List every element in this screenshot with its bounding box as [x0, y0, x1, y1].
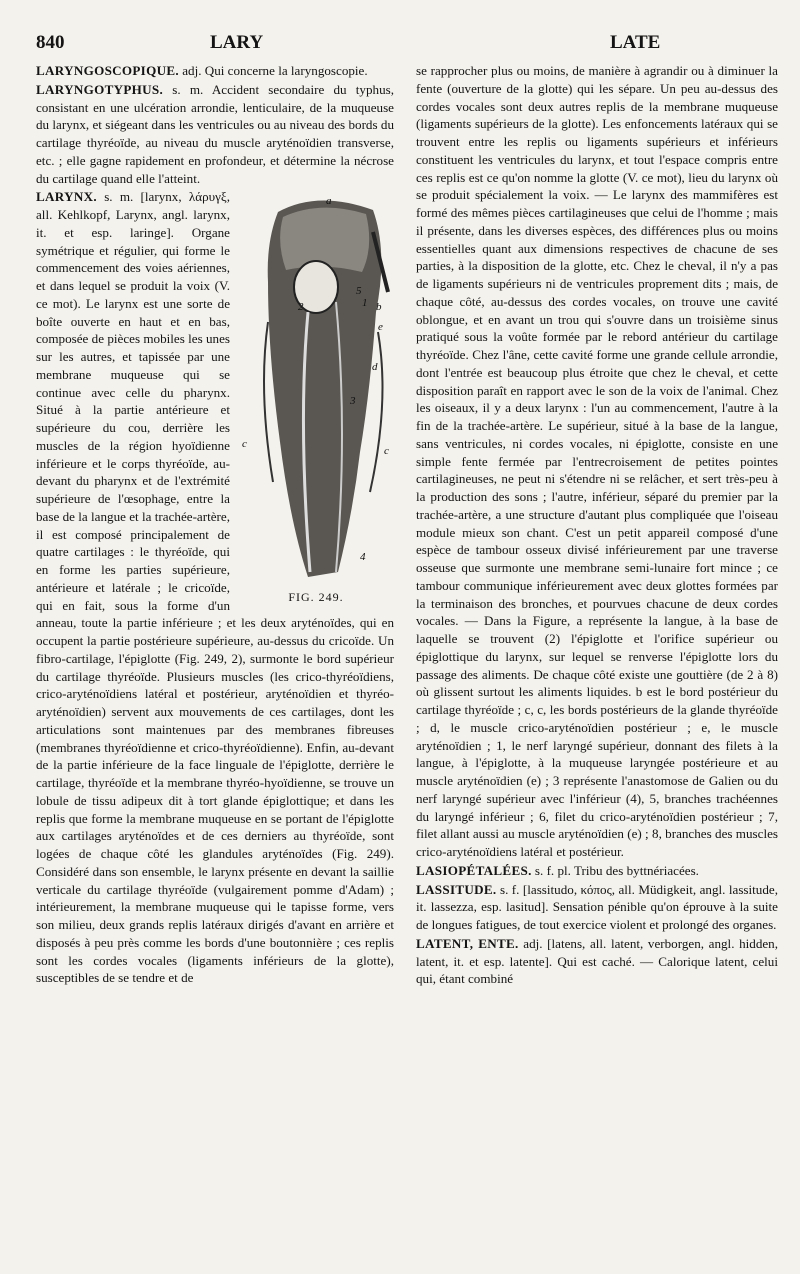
entry-body: s. f. pl. Tribu des byttnériacées.: [531, 862, 699, 878]
entry-headword: LARYNGOSCOPIQUE.: [36, 63, 179, 78]
figure-label-1: 1: [362, 297, 368, 310]
figure-label-3: 3: [350, 395, 356, 408]
entry-headword: LASSITUDE.: [416, 881, 497, 897]
entry-body: adj. [latens, all. latent, verborgen, angl. hidden, latent, it. et esp. latente]. Qui est caché. — Calorique latent, celui qui, étant combiné: [416, 935, 779, 987]
entry-headword: LASIOPÉTALÉES.: [416, 862, 532, 878]
entry-larynx-continued: [416, 62, 778, 861]
entry-lasiopetalees: [416, 862, 778, 880]
entry-body: s. f. [lassitudo, κόπος, all. Müdigkeit, angl. lassitude, it. lassezza, esp. lasitud]. Sensation pénible qu'on éprouve à la suite de longues fatigues, de tout exercice violent et prolongé des organes.: [416, 881, 778, 932]
header-right-word: LATE: [610, 32, 661, 53]
running-header: [36, 32, 776, 58]
figure-label-4: 4: [360, 551, 366, 564]
entry-body: adj. Qui concerne la laryngoscopie.: [178, 63, 368, 78]
entry-body: s. m. Accident secondaire du typhus, consistant en une ulcération arrondie, lenticulaire, de la muqueuse du larynx, et siégeant dans les ventricules ou au niveau des bords du cartilage thyréoïde, au niveau du muscle aryténoïdien transverse, etc. ; elle gagne rapidement en profondeur, et détermine la nécrose du cartilage quand elle l'atteint.: [36, 81, 394, 186]
entry-headword: LARYNGOTYPHUS.: [36, 81, 164, 97]
entry-lassitude: [416, 881, 778, 934]
page-number: 840: [36, 32, 65, 53]
entry-laryngoscopique: [36, 62, 394, 80]
entry-headword: LATENT, ENTE.: [416, 935, 519, 951]
figure-label-2: 2: [298, 301, 304, 314]
left-column: [36, 62, 394, 988]
figure-label-5: 5: [356, 285, 362, 298]
entry-headword: LARYNX.: [36, 189, 97, 205]
figure-label-d: d: [372, 361, 378, 374]
figure-label-b: b: [376, 301, 382, 314]
right-column: [416, 62, 778, 989]
figure-label-a: a: [326, 195, 332, 208]
figure-label-c-left: c: [242, 438, 247, 451]
header-left-word: LARY: [210, 32, 264, 53]
figure-249: [238, 192, 394, 607]
entry-body: se rapprocher plus ou moins, de manière à agrandir ou à diminuer la fente (ouverture de la glotte) qui les sépare. Un peu au-dessus des cordes vocales sont deux autres replis de la membrane muqueuse (ligaments supérieurs de la glotte). Les enfoncements latéraux qui se trouvent entre les replis ou ligaments supérieurs et inférieurs constituent les ventricules du larynx, et tout l'espace compris entre ces replis est ce qu'on nomme la glotte (V. ce mot), lieu du larynx où se produit spécialement la voix. — Le larynx des mammifères est formé des mêmes pièces cartilagineuses que celui de l'homme ; mais il présente, dans les diverses espèces, des différences plus ou moins essentielles quant aux dimensions respectives de chacune de ses parties, à la disposition de la glotte, etc. Chez le cheval, il n'y a pas de ligaments supérieurs ni de ventricules proprement dits ; mais, de chaque côté, au-dessus des cordes vocales, on trouve une cavité oblongue, et en avant un trou qui s'ouvre dans un troisième sinus pratiqué sous la voûte formée par le rebord antérieur du cartilage thyréoïde. Chez l'âne, cette cavité forme une grande cellule arrondie, dont l'entrée est beaucoup plus étroite que chez le cheval, et cette disposition paraît en rapport avec le son de la voix de l'animal. Chez les oiseaux, il y a deux larynx : l'un au commencement, l'autre à la fin de la trachée-artère. Le supérieur, situé à la base de la langue, sans ventricules, ni cordes vocales, ni épiglotte, consiste en une simple fente fermée par l'entrecroisement de petites pointes cartilagineuses, ne peut ni s'étendre ni se relâcher, et sert très-peu à la production des sons ; l'autre, inférieur, séparé du premier par la trachée-artère, a une structure d'autant plus compliquée que l'oiseau module mieux son chant. C'est un petit appareil composé d'une espèce de tambour osseux divisé inférieurement par une traverse osseuse que surmonte une membrane semi-lunaire fort mince ; ce tambour communique inférieurement avec deux glottes formées par la terminaison des bronches, et pourvues chacune de deux cordes vocales. — Dans la Figure, a représente la langue, à la base de laquelle se trouvent (2) l'épiglotte et l'orifice supérieur ou épiglottique du larynx, sur lequel se renverse l'épiglotte lors du passage des aliments. De chaque côté existe une gouttière (de 2 à 8) où glissent surtout les aliments liquides. b est le bord postérieur du cartilage thyréoïde ; c, c, les bords postérieurs de la glande thyréoïde ; d, le muscle crico-aryténoïdien postérieur ; e, le muscle aryténoïdien ; 1, le nerf laryngé supérieur, donnant des filets à la langue, à l'épiglotte, à la muqueuse laryngée postérieure et au muscle aryténoïdien (e) ; 3 représente l'anastomose de Galien ou du nerf laryngé supérieur avec l'inférieur (4), 5, branches trachéennes du laryngé inférieur ; 6, filet du crico-aryténoïdien postérieur ; 7, filet allant aussi au muscle aryténoïdien (e) ; 8, branches des muscles crico-aryténoïdiens latéral et postérieur.: [416, 63, 778, 859]
figure-caption: FIG. 249.: [288, 590, 344, 605]
entry-laryngotyphus: [36, 81, 394, 188]
entry-body: s. m. [larynx, λάρυγξ, all. Kehlkopf, Larynx, angl. larynx, it. et esp. laringe]. Organe symétrique et régulier, qui forme le commencement des voies aériennes, et dans lequel se produit la voix (V. ce mot). Le larynx est une sorte de boîte ouverte en haut et en bas, composée de pièces mobiles les unes sur les autres, et tapissée par une membrane muqueuse qui se continue avec celle du pharynx. Situé à la partie antérieure et supérieure du cou, derrière les muscles de la région hyoïdienne inférieure et le corps thyréoïde, au-devant du pharynx et de l'extrémité supérieure de l'œsophage, entre la base de la langue et la trachée-artère, il est composé principalement de quatre cartilages : le thyréoïde, qui en forme les parties supérieure, antérieure et latérale ; le cricoïde, qui en fait, sous la forme d'un anneau, toute la partie inférieure ; et les deux aryténoïdes, qui en occupent la partie postérieure supérieure, au-dessus du cricoïde. Un fibro-cartilage, l'épiglotte (Fig. 249, 2), surmonte le bord supérieur du cartilage thyréoïde. Plusieurs muscles (les crico-thyréoïdiens, crico-aryténoïdiens latéral et postérieur, aryténoïdien et thyréo-aryténoïdien) servent aux mouvements de ces cartilages, dont les articulations sont maintenues par des membranes fibreuses (membranes thyréoïdienne et crico-thyréoïdienne). Enfin, au-devant de la partie inférieure de la face linguale de l'épiglotte, derrière le cartilage, thyréoïde et la membrane thyréo-hyoïdienne, se trouve un lobule de tissu adipeux dit à tort glande épiglottique; et dans les replis que forme la membrane muqueuse en se portant de l'épiglotte aux cartilages aryténoïdes et de ces derniers au thyréoïde, sont logées de chaque côté les glandules aryténoïdes (Fig. 249). Considéré dans son ensemble, le larynx présente en devant la saillie verticale du cartilage thyréoïde (vulgairement pomme d'Adam) ; intérieurement, la membrane muqueuse qui le tapisse forme, vers son milieu, deux grands replis latéraux dirigés d'avant en arrière et disposés à peu près comme les bords d'une boutonnière ; ces replis sont les cordes vocales (ligaments inférieurs de la glotte), susceptibles de se tendre et de: [36, 189, 394, 986]
figure-label-c-right: c: [384, 445, 389, 458]
figure-label-e: e: [378, 321, 383, 334]
larynx-illustration: [238, 192, 394, 587]
entry-latent: [416, 935, 778, 988]
